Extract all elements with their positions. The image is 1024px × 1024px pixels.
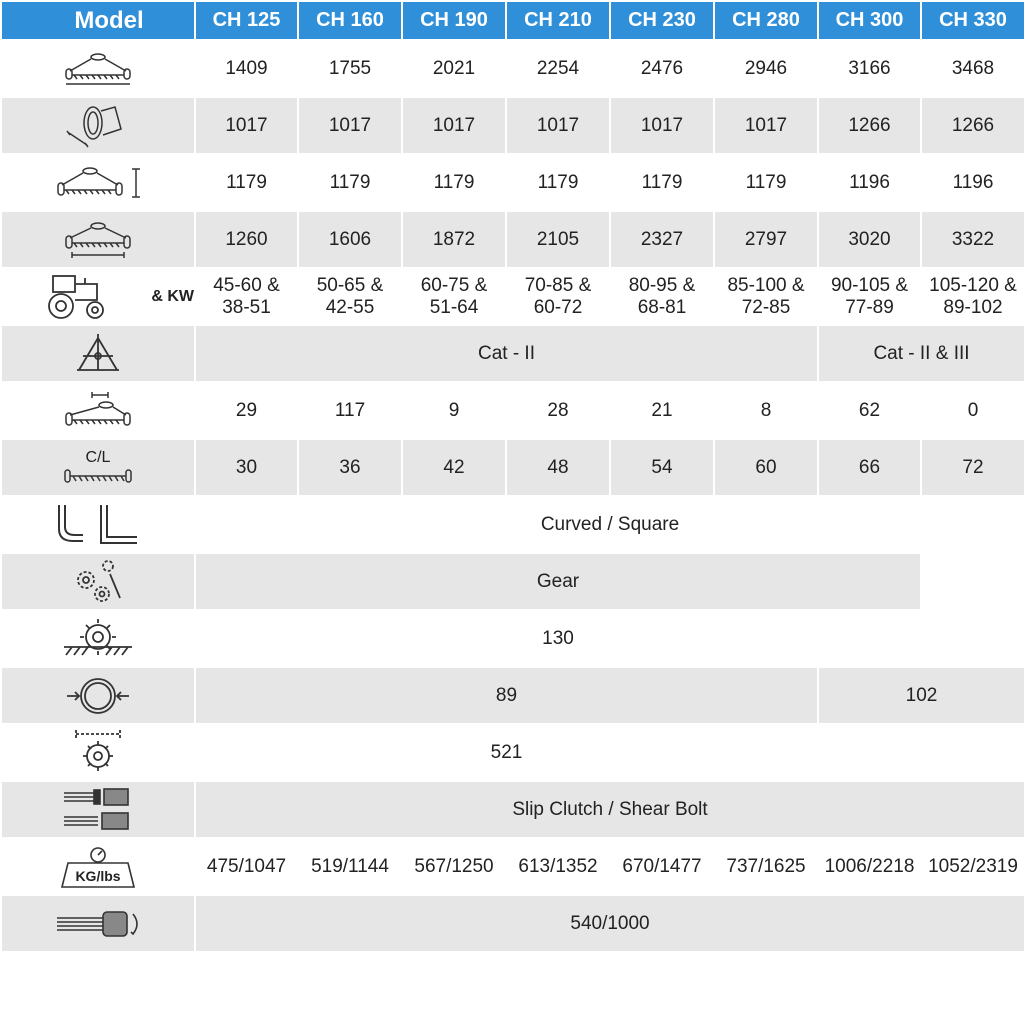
- cell: 60: [714, 439, 818, 496]
- cell: 85-100 & 72-85: [714, 268, 818, 325]
- cell: 66: [818, 439, 921, 496]
- cell: 1872: [402, 211, 506, 268]
- cell: 48: [506, 439, 610, 496]
- cell: 30: [195, 439, 298, 496]
- tube-diameter-a: 89: [195, 667, 818, 724]
- row-rotor-diameter: [1, 610, 1024, 667]
- blade-shape-icon: [1, 496, 195, 553]
- cell: 45-60 & 38-51: [195, 268, 298, 325]
- hitch-cat-ii-iii: Cat - II & III: [818, 325, 1024, 382]
- cell: 737/1625: [714, 838, 818, 895]
- cell: 70-85 & 60-72: [506, 268, 610, 325]
- cell: 21: [610, 382, 714, 439]
- cell: 3020: [818, 211, 921, 268]
- cell: 2946: [714, 40, 818, 97]
- cell: 1179: [714, 154, 818, 211]
- cell: 1017: [714, 97, 818, 154]
- model-ch230: CH 230: [610, 1, 714, 40]
- cell: 1017: [298, 97, 402, 154]
- row-rotor-speed: [1, 724, 1024, 781]
- cell: 36: [298, 439, 402, 496]
- weight-unit-label: KG/lbs: [75, 867, 121, 884]
- cell: 1017: [506, 97, 610, 154]
- cell: 50-65 & 42-55: [298, 268, 402, 325]
- empty-cell: [921, 610, 1024, 667]
- cell: 42: [402, 439, 506, 496]
- cell: 1006/2218: [818, 838, 921, 895]
- model-header: Model: [1, 1, 195, 40]
- cell: 1017: [610, 97, 714, 154]
- model-ch330: CH 330: [921, 1, 1024, 40]
- gearbox-icon: [1, 553, 195, 610]
- cell: 1260: [195, 211, 298, 268]
- tiller-offset-icon: [1, 382, 195, 439]
- power-unit-label: & KW: [151, 287, 194, 305]
- cell: 613/1352: [506, 838, 610, 895]
- model-ch280: CH 280: [714, 1, 818, 40]
- rotor-rpm-icon: [1, 724, 195, 781]
- cell: 1409: [195, 40, 298, 97]
- model-ch160: CH 160: [298, 1, 402, 40]
- cell: 72: [921, 439, 1024, 496]
- row-pto: [1, 895, 1024, 952]
- row-blades: [1, 439, 1024, 496]
- cell: 670/1477: [610, 838, 714, 895]
- blade-type-value: Curved / Square: [195, 496, 1024, 553]
- empty-cell: [818, 724, 1024, 781]
- cell: 2476: [610, 40, 714, 97]
- tiller-side-icon: [1, 97, 195, 154]
- cell: 2254: [506, 40, 610, 97]
- weight-icon: [1, 838, 195, 895]
- cell: 1017: [195, 97, 298, 154]
- tiller-height-icon: [1, 154, 195, 211]
- empty-cell: [921, 553, 1024, 610]
- cell: 3468: [921, 40, 1024, 97]
- rotor-diameter-value: 130: [195, 610, 921, 667]
- row-height: [1, 154, 1024, 211]
- cell: 1179: [402, 154, 506, 211]
- row-working-width: [1, 211, 1024, 268]
- cell: 1196: [818, 154, 921, 211]
- cell: 62: [818, 382, 921, 439]
- protection-value: Slip Clutch / Shear Bolt: [195, 781, 1024, 838]
- rotor-diameter-icon: [1, 610, 195, 667]
- cell: 1017: [402, 97, 506, 154]
- cell: 105-120 & 89-102: [921, 268, 1024, 325]
- row-length: [1, 97, 1024, 154]
- cell: 1052/2319: [921, 838, 1024, 895]
- cell: 54: [610, 439, 714, 496]
- cell: 519/1144: [298, 838, 402, 895]
- cell: 1179: [610, 154, 714, 211]
- row-weight: [1, 838, 1024, 895]
- cell: 475/1047: [195, 838, 298, 895]
- pto-icon: [1, 895, 195, 952]
- cell: 2021: [402, 40, 506, 97]
- model-ch300: CH 300: [818, 1, 921, 40]
- drive-value: Gear: [195, 553, 921, 610]
- row-drive: [1, 553, 1024, 610]
- cell: 1179: [195, 154, 298, 211]
- cell: 1179: [298, 154, 402, 211]
- cell: 117: [298, 382, 402, 439]
- cell: 1196: [921, 154, 1024, 211]
- cell: 1755: [298, 40, 402, 97]
- cell: 1266: [921, 97, 1024, 154]
- row-hitch: [1, 325, 1024, 382]
- cell: 1179: [506, 154, 610, 211]
- row-power: [1, 268, 1024, 325]
- row-blade-type: [1, 496, 1024, 553]
- cell: 8: [714, 382, 818, 439]
- cell: 3166: [818, 40, 921, 97]
- tiller-working-width-icon: [1, 211, 195, 268]
- three-point-hitch-icon: [1, 325, 195, 382]
- cell: 60-75 & 51-64: [402, 268, 506, 325]
- model-ch210: CH 210: [506, 1, 610, 40]
- cell: 2105: [506, 211, 610, 268]
- cell: 2327: [610, 211, 714, 268]
- cell: 9: [402, 382, 506, 439]
- tiller-width-icon: [1, 40, 195, 97]
- row-offset: [1, 382, 1024, 439]
- row-protection: [1, 781, 1024, 838]
- cell: 0: [921, 382, 1024, 439]
- blade-count-icon: [1, 439, 195, 496]
- rotor-speed-value: 521: [195, 724, 818, 781]
- header-row: [1, 1, 1024, 40]
- hitch-cat-ii: Cat - II: [195, 325, 818, 382]
- protection-icon: [1, 781, 195, 838]
- cell: 28: [506, 382, 610, 439]
- model-ch125: CH 125: [195, 1, 298, 40]
- cell: 2797: [714, 211, 818, 268]
- cell: 90-105 & 77-89: [818, 268, 921, 325]
- cell: 80-95 & 68-81: [610, 268, 714, 325]
- blade-count-label: C/L: [85, 448, 111, 466]
- cell: 1266: [818, 97, 921, 154]
- cell: 3322: [921, 211, 1024, 268]
- cell: 567/1250: [402, 838, 506, 895]
- row-overall-width: [1, 40, 1024, 97]
- model-ch190: CH 190: [402, 1, 506, 40]
- cell: 1606: [298, 211, 402, 268]
- tube-diameter-b: 102: [818, 667, 1024, 724]
- cell: 29: [195, 382, 298, 439]
- tractor-icon: [1, 268, 195, 325]
- pto-value: 540/1000: [195, 895, 1024, 952]
- tube-icon: [1, 667, 195, 724]
- row-tube-diameter: [1, 667, 1024, 724]
